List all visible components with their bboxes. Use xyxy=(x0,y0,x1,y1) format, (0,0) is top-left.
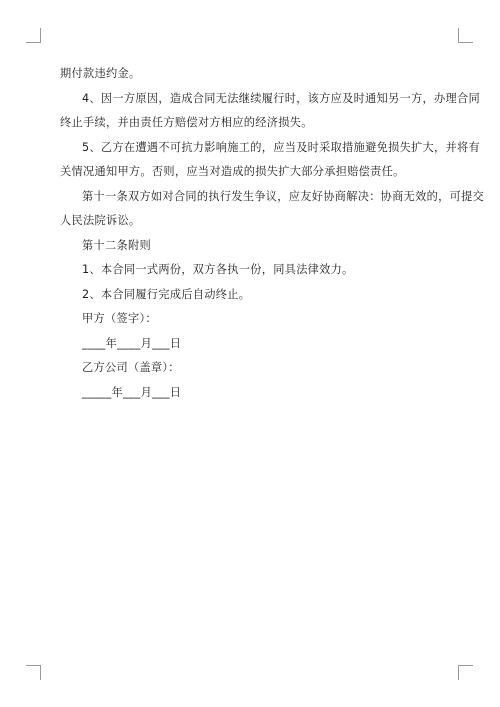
party-a-date-line: ____年____月___日 xyxy=(82,336,182,350)
party-b-date-line: _____年___月___日 xyxy=(82,385,182,399)
corner-mark-top-right xyxy=(458,28,473,43)
corner-mark-bottom-right xyxy=(458,665,473,680)
section-heading: 第十二条附则 xyxy=(82,238,151,252)
text-line: 5、乙方在遭遇不可抗力影响施工的，应当及时采取措施避免损失扩大，并将有 xyxy=(82,140,480,154)
document-body xyxy=(60,62,485,405)
text-line: 4、因一方原因，造成合同无法继续履行时，该方应及时通知另一方，办理合同 xyxy=(82,91,480,105)
corner-mark-top-left xyxy=(26,28,41,43)
corner-mark-bottom-left xyxy=(26,665,41,680)
text-line: 关情况通知甲方。否则，应当对造成的损失扩大部分承担赔偿责任。 xyxy=(60,165,405,178)
text-line: 1、本合同一式两份，双方各执一份，同具法律效力。 xyxy=(82,263,354,276)
text-line: 终止手续，并由责任方赔偿对方相应的经济损失。 xyxy=(60,116,313,129)
text-line: 期付款违约金。 xyxy=(60,67,141,80)
party-b-seal-label: 乙方公司（盖章）： xyxy=(82,361,180,374)
text-line: 人民法院诉讼。 xyxy=(60,214,141,227)
text-line: 第十一条双方如对合同的执行发生争议，应友好协商解决：协商无效的，可提交 xyxy=(82,189,485,203)
party-a-signature-label: 甲方（签字）： xyxy=(82,312,157,325)
text-line: 2、本合同履行完成后自动终止。 xyxy=(82,287,251,301)
